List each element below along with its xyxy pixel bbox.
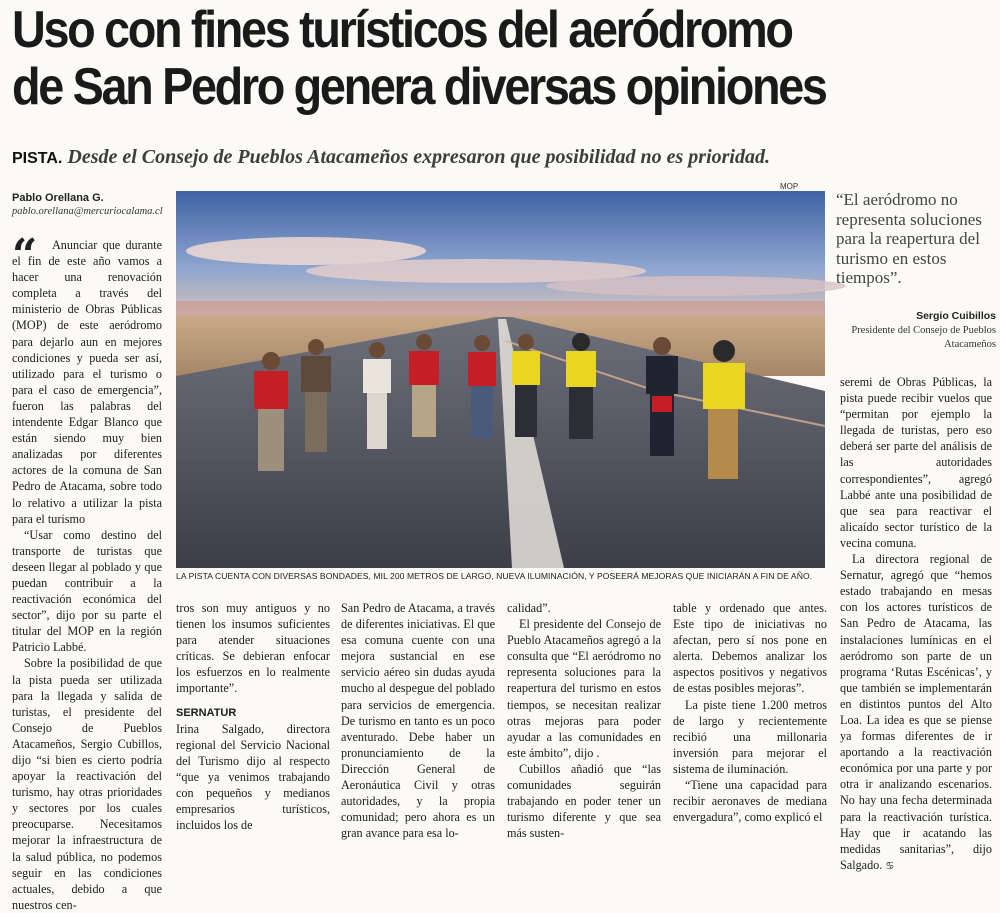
column-1: [12, 237, 162, 913]
deck-kicker: PISTA.: [12, 150, 63, 167]
col4-para-3: Cubillos añadió que “las comunidades seguirán trabajando en poder tener un turismo diferente y que sea más susten-: [507, 761, 661, 841]
col4-para-1: calidad”.: [507, 601, 551, 615]
byline-email: pablo.orellana@mercuriocalama.cl: [12, 206, 163, 217]
col2-para-2: Irina Salgado, directora regional del Servicio Nacional del Turismo dijo al respecto “que ya venimos trabajando con pequeños y medianos empresarios turísticos, incluidos los de: [176, 721, 330, 833]
col6-para-2: La directora regional de Sernatur, agregó que “hemos estado trabajando en mesas con los actores turísticos de San Pedro de Atacama, las instalaciones lumínicas en el aeródromo son parte de un programa ‘Rutas Escénicas’, y que también se implementarán en distintos puntos del Alto Loa. La idea es que se piense ya formas diferentes de ir aportando a la reactivación económica por una parte y por otra ir analizando escenarios. No hay una fecha determinada para la reactivación turística. Hay que ir acatando las medidas sanitarias”, dijo Salgado. ♋: [840, 552, 992, 872]
pullquote-name: Sergio Cuibillos: [916, 309, 996, 322]
deck: [12, 144, 992, 172]
column-4: [507, 600, 661, 841]
end-mark-icon: ♋: [885, 860, 895, 872]
column-2: [176, 600, 330, 833]
col2-para-1: tros son muy antiguos y no tienen los insumos suficientes para atender situaciones críticas. Se debieran enfocar los esfuerzos en lo realmente importante”.: [176, 601, 330, 696]
headline-line-2: de San Pedro genera diversas opiniones: [12, 58, 826, 116]
col5-para-1: table y ordenado que antes. Este tipo de iniciativas no afectan, pero sí nos pone en alerta. Debemos analizar los aspectos positivos y negativos de estas posibles mejoras”.: [673, 601, 827, 696]
col3-para-1: San Pedro de Atacama, a través de diferentes iniciativas. El que esa comuna cuente con una mejora sustancial en ese servicio aéreo sin dudas ayuda mucho al despegue del poblado para servicios de emergencia. De turismo en tanto es un poco aventurado. Debe haber un pronunciamiento de la Dirección General de Aeronáutica Civil y otras autoridades, y la propia comunidad; pero ahora es un gran avance para esa lo-: [341, 601, 495, 841]
deck-text: Desde el Consejo de Pueblos Atacameños expresaron que posibilidad no es prioridad.: [67, 146, 770, 168]
col4-para-2: El presidente del Consejo de Pueblo Atacameños agregó a la consulta que “El aeródromo no representa soluciones para la reapertura del turismo en estos tiempos, se necesitan realizar otras mejoras para poder ayudar a las comunidades en este ámbito”, dijo .: [507, 617, 661, 760]
byline-name: Pablo Orellana G.: [12, 192, 104, 204]
col6-para-1: seremi de Obras Públicas, la pista puede recibir vuelos que “permitan por ejemplo la llegada de turistas, pero eso deberá ser parte del análisis de las autoridades correspondientes”, agregó Labbé ante una posibilidad de que sea para reactivar el alicaído sector turístico de la vecina comuna.: [840, 375, 992, 550]
photo-credit: MOP: [780, 182, 799, 191]
runway-photo: [176, 191, 825, 568]
runway-photo-illustration: [176, 191, 825, 568]
pullquote-text: “El aeródromo no representa soluciones para la reapertura del turismo en estos tiempos”.: [836, 190, 982, 287]
open-quote-icon: “: [12, 230, 38, 281]
col1-para-2: “Usar como destino del transporte de turistas que deseen llegar al poblado y que puedan contribuir a la reactivación económica del sector”, dijo por su parte el titular del MOP en la región Patricio Labbé.: [12, 527, 162, 655]
column-3: [341, 600, 495, 841]
sernatur-subhead: SERNATUR: [176, 706, 237, 719]
col1-para-3: Sobre la posibilidad de que la pista pueda ser utilizada para la llegada y salida de turistas, el presidente del Consejo de Pueblos Atacameños, Sergio Cubillos, dijo “si bien es cierto podría apoyar la reactivación del turismo, hay otras prioridades y sectores por los cuales preocuparse. Necesitamos mejorar la infraestructura de la salud pública, no podemos seguir en las condiciones actuales, debido a que nuestros cen-: [12, 656, 162, 912]
pullquote: [836, 190, 996, 352]
headline-line-1: Uso con fines turísticos del aeródromo: [12, 1, 792, 59]
col5-para-2: La piste tiene 1.200 metros de largo y recientemente recibió una millonaria inversión para mejorar el sistema de iluminación.: [673, 697, 827, 776]
col1-para-1: Anunciar que durante el fin de este año vamos a hacer una renovación completa a través del ministerio de Obras Públicas (MOP) de este aeródromo para dejarlo aun en mejores condiciones y pueda ser así, utilizado para el turismo o para el caso de emergencia”, fueron las palabras del intendente Edgar Blanco que están siendo muy bien analizadas por diferentes actores de la comuna de San Pedro de Atacama, sobre todo lo relativo a utilizar la pista para el turismo: [12, 238, 162, 526]
byline: [12, 192, 172, 217]
headline: [12, 2, 894, 116]
pullquote-role: Presidente del Consejo de Pueblos Atacameños: [851, 324, 996, 350]
photo-caption: LA PISTA CUENTA CON DIVERSAS BONDADES, MIL 200 METROS DE LARGO, NUEVA ILUMINACIÓN, Y POSEERÁ MEJORAS QUE INICIARÁN A FIN DE AÑO.: [176, 571, 813, 581]
column-5: [673, 600, 827, 825]
col5-para-3: “Tiene una capacidad para recibir aeronaves de mediana envergadura”, como explicó el: [673, 778, 827, 825]
column-6: [840, 374, 992, 875]
